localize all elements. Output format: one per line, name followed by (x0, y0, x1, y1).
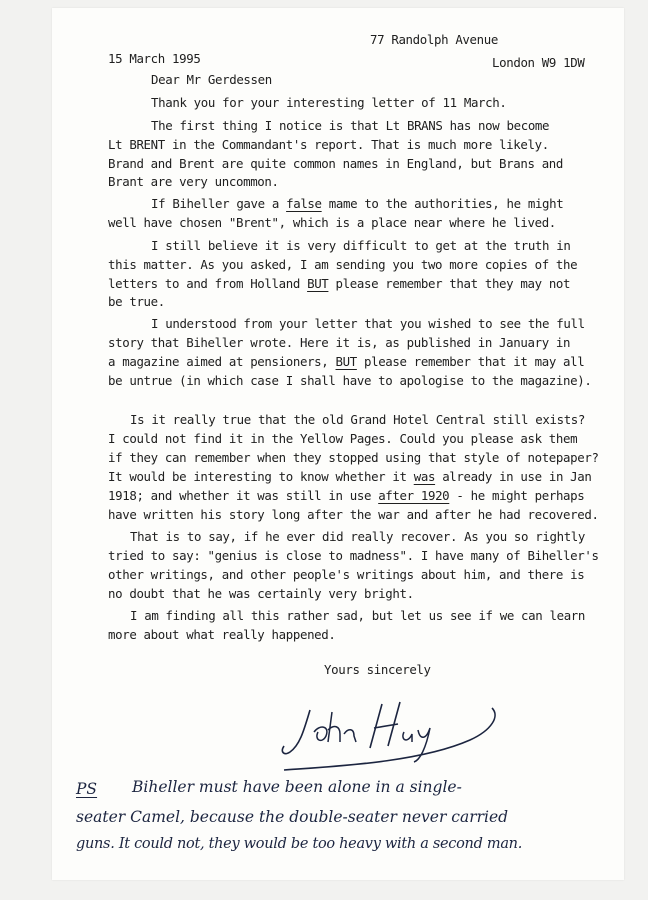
paragraph-5-line: I understood from your letter that you wished to see the full (151, 316, 585, 331)
address-line-1: 77 Randolph Avenue (370, 32, 498, 47)
paragraph-6-line: Is it really true that the old Grand Hotel Central still exists? (130, 412, 586, 427)
paragraph-4-line: this matter. As you asked, I am sending you two more copies of the (108, 257, 578, 272)
signature (270, 690, 510, 780)
ps-line: seater Camel, because the double-seater never carried (76, 808, 509, 826)
paragraph-2-line: The first thing I notice is that Lt BRANS has now become (151, 118, 550, 133)
paragraph-6-line: I could not find it in the Yellow Pages. Could you please ask them (108, 431, 578, 446)
closing: Yours sincerely (324, 662, 431, 677)
paragraph-6-line: if they can remember when they stopped using that style of notepaper? (108, 450, 599, 465)
paragraph-3-line: If Biheller gave a false mame to the authorities, he might (151, 196, 564, 211)
underlined-word: BUT (307, 276, 329, 291)
paragraph-6-line: have written his story long after the war and after he had recovered. (108, 507, 599, 522)
paragraph-2-line: Brant are very uncommon. (108, 174, 279, 189)
paragraph-7-line: no doubt that he was certainly very bright. (108, 586, 414, 601)
paragraph-1-line: Thank you for your interesting letter of 11 March. (151, 95, 507, 110)
paragraph-8-line: I am finding all this rather sad, but let us see if we can learn (130, 608, 586, 623)
paragraph-4-line: be true. (108, 294, 165, 309)
address-line-2: London W9 1DW (492, 55, 585, 70)
paragraph-6-line: 1918; and whether it was still in use after 1920 - he might perhaps (108, 488, 585, 503)
ps-line: guns. It could not, they would be too heavy with a second man. (76, 836, 523, 852)
paragraph-5-line: be untrue (in which case I shall have to apologise to the magazine). (108, 373, 592, 388)
letter-date: 15 March 1995 (108, 51, 201, 66)
underlined-phrase: after 1920 (378, 488, 450, 503)
paragraph-8-line: more about what really happened. (108, 627, 336, 642)
ps-line: Biheller must have been alone in a single- (132, 778, 462, 796)
underlined-word: false (286, 196, 322, 211)
paragraph-7-line: other writings, and other people's writings about him, and there is (108, 567, 585, 582)
paragraph-2-line: Lt BRENT in the Commandant's report. That is much more likely. (108, 137, 549, 152)
paragraph-4-line: I still believe it is very difficult to get at the truth in (151, 238, 571, 253)
ps-label: PS (76, 780, 98, 798)
underlined-word: BUT (335, 354, 357, 369)
paragraph-7-line: That is to say, if he ever did really recover. As you so rightly (130, 529, 586, 544)
paragraph-5-line: a magazine aimed at pensioners, BUT please remember that it may all (108, 354, 585, 369)
paragraph-4-line: letters to and from Holland BUT please remember that they may not (108, 276, 571, 291)
paragraph-2-line: Brand and Brent are quite common names in England, but Brans and (108, 156, 564, 171)
paragraph-7-line: tried to say: "genius is close to madness". I have many of Biheller's (108, 548, 599, 563)
salutation: Dear Mr Gerdessen (151, 72, 272, 87)
paragraph-6-line: It would be interesting to know whether it was already in use in Jan (108, 469, 592, 484)
paragraph-3-line: well have chosen "Brent", which is a place near where he lived. (108, 215, 556, 230)
paragraph-5-line: story that Biheller wrote. Here it is, as published in January in (108, 335, 571, 350)
underlined-word: was (413, 469, 436, 484)
